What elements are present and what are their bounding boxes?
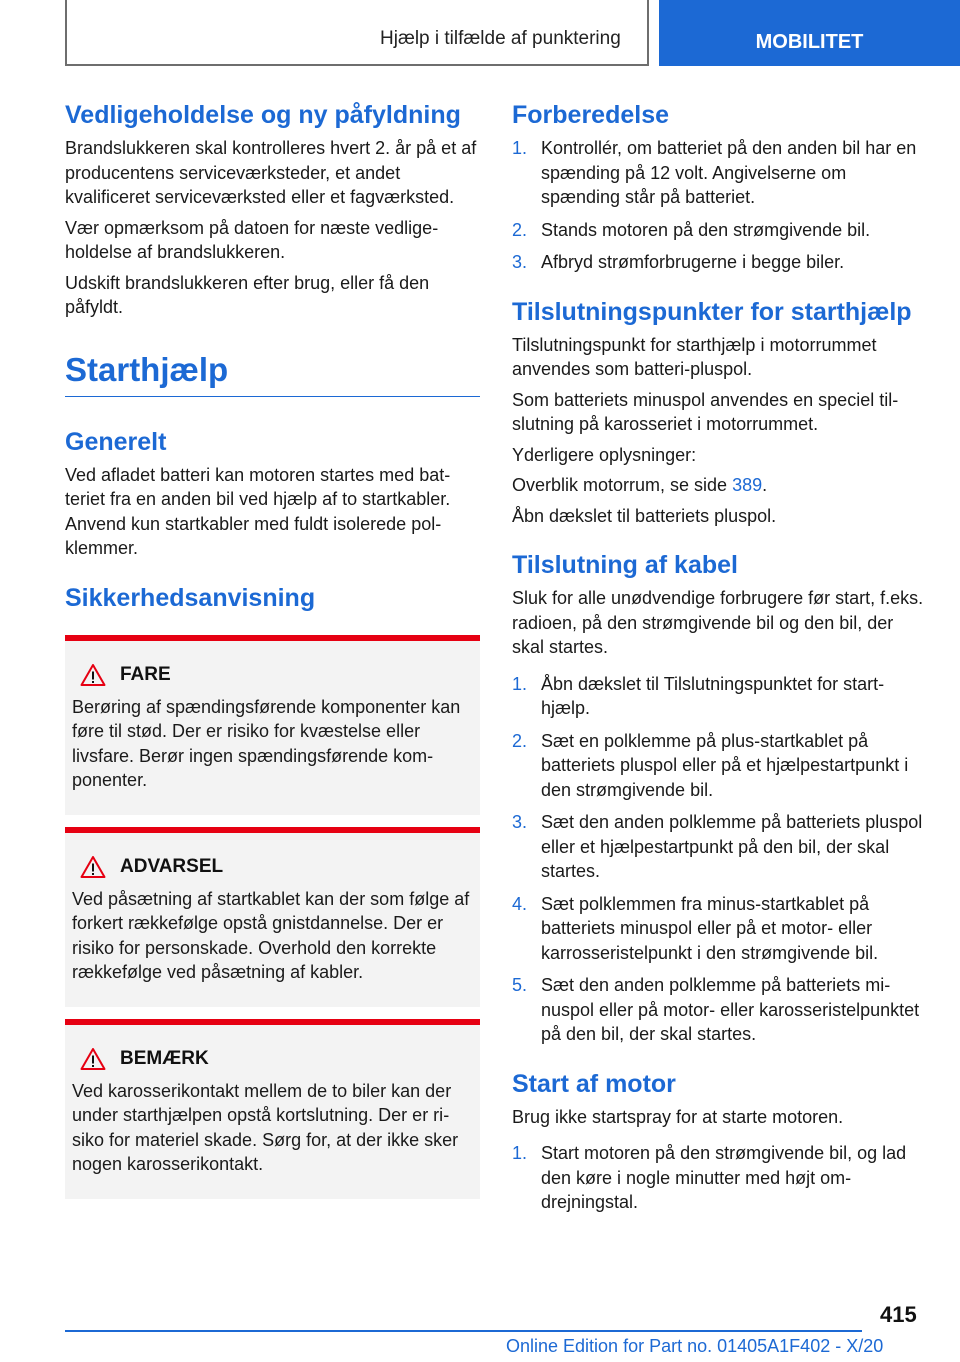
step-number: 5. bbox=[512, 975, 528, 995]
text-span: Overblik motorrum, se side bbox=[512, 475, 733, 495]
warning-title: ADVARSEL bbox=[120, 855, 224, 877]
list-item bbox=[512, 892, 927, 966]
step-number: 2. bbox=[512, 219, 528, 240]
footer-edition-text: Online Edition for Part no. 01405A1F402 - X/20 bbox=[506, 1336, 884, 1356]
steps-list-forberedelse bbox=[512, 136, 927, 275]
footer-divider bbox=[65, 1330, 862, 1332]
step-number: 1. bbox=[512, 673, 528, 694]
section-heading-start-af-motor: Start af motor bbox=[512, 1069, 676, 1098]
step-text: Afbryd strømforbrugerne i begge biler. bbox=[541, 252, 845, 272]
list-item bbox=[512, 810, 927, 884]
steps-list-kabel bbox=[512, 672, 927, 1047]
step-text: Stands motoren på den strømgivende bil. bbox=[541, 219, 871, 240]
section-heading-generelt: Generelt bbox=[65, 427, 167, 456]
paragraph: Brandslukkeren skal kontrolleres hvert 2. år på et af producentens serviceværksteder, et andet kvalificeret serviceværksted eller et fagværksted. bbox=[65, 138, 477, 207]
section-heading-forberedelse: Forberedelse bbox=[512, 101, 670, 129]
warning-triangle-icon bbox=[80, 1047, 106, 1071]
chapter-heading-starthjaelp: Starthjælp bbox=[65, 350, 480, 397]
paragraph: Udskift brandslukkeren efter brug, eller få den påfyldt. bbox=[65, 272, 430, 317]
paragraph: Åbn dækslet til batteriets pluspol. bbox=[512, 505, 777, 526]
list-item bbox=[512, 672, 927, 721]
step-text: Kontrollér, om batteriet på den anden bil har en spænding på 12 volt. Angivelserne om spænding står på batteriet. bbox=[541, 138, 917, 207]
header-section-tab[interactable]: MOBILITET bbox=[659, 0, 960, 66]
step-text: Sæt den anden polklemme på batteriets minuspol eller på motor- eller karosseristelpunktet på den bil, der skal startes. bbox=[541, 975, 920, 1044]
warning-header bbox=[72, 1047, 472, 1071]
list-item bbox=[512, 1141, 927, 1215]
list-item bbox=[512, 729, 927, 803]
paragraph: Brug ikke startspray for at starte motoren. bbox=[512, 1106, 844, 1127]
paragraph: Yderligere oplysninger: bbox=[512, 444, 697, 465]
section-heading-tilslutningspunkter: Tilslutningspunkter for starthjælp bbox=[512, 297, 912, 326]
step-text: Åbn dækslet til Tilslutningspunktet for starthjælp. bbox=[541, 673, 885, 718]
section-heading-tilslutning-af-kabel: Tilslutning af kabel bbox=[512, 551, 738, 579]
steps-list-start bbox=[512, 1141, 927, 1215]
paragraph: Ved afladet batteri kan motoren startes med batteriet fra en anden bil ved hjælp af to startkabler. Anvend kun startkabler med fuldt isolerede polklemmer. bbox=[65, 464, 451, 558]
warning-text: Berøring af spændingsførende komponenter kan føre til stød. Der er risiko for kvæstelse eller livsfare. Berør ingen spændingsførende komponenter. bbox=[72, 696, 461, 790]
step-number: 4. bbox=[512, 893, 528, 914]
warning-header bbox=[72, 855, 472, 879]
text-span: . bbox=[762, 475, 768, 495]
step-text: Start motoren på den strømgivende bil, og lad den køre i nogle minutter med højt omdrejningstal. bbox=[541, 1143, 907, 1212]
paragraph: Som batteriets minuspol anvendes en speciel tilslutning på karosseriet i motorrummet. bbox=[512, 389, 899, 434]
list-item bbox=[512, 136, 927, 210]
left-column bbox=[65, 100, 480, 1199]
warning-title: FARE bbox=[120, 663, 171, 685]
page-number: 415 bbox=[880, 1302, 917, 1327]
warning-title: BEMÆRK bbox=[120, 1047, 209, 1069]
warning-text: Ved påsætning af startkablet kan der som følge af forkert rækkefølge opstå gnistdannelse. Der er risiko for personskade. Overhold den korrekte rækkefølge ved påsætning af kabler. bbox=[72, 888, 470, 982]
step-text: Sæt en polklemme på plus-startkablet på batteriets pluspol eller på et hjælpestartpunkt i den strømgivende bil. bbox=[541, 730, 909, 800]
step-number: 1. bbox=[512, 1143, 528, 1163]
paragraph: Tilslutningspunkt for starthjælp i motorrummet anvendes som batteri-pluspol. bbox=[512, 334, 877, 379]
warning-box-bemaerk bbox=[65, 1019, 480, 1199]
step-text: Sæt den anden polklemme på batteriets pluspol eller et hjælpestartpunkt på den bil, der skal startes. bbox=[541, 812, 923, 881]
step-text: Sæt polklemmen fra minus-startkablet på batteriets minuspol eller på et motor- eller karrosseristelpunkt i den strømgivende bil. bbox=[541, 893, 879, 963]
warning-box-fare bbox=[65, 635, 480, 815]
section-heading-sikkerhedsanvisning: Sikkerhedsanvisning bbox=[65, 583, 316, 612]
section-heading-vedligeholdelse: Vedligeholdelse og ny påfyldning bbox=[65, 101, 461, 129]
right-column bbox=[512, 100, 927, 1223]
page-reference-link[interactable]: 389 bbox=[732, 475, 763, 495]
paragraph: Sluk for alle unødvendige forbrugere før start, f.eks. radioen, på den strømgivende bil og den bil, der skal startes. bbox=[512, 588, 924, 657]
list-item bbox=[512, 218, 927, 243]
header-title: Hjælp i tilfælde af punktering bbox=[380, 28, 621, 49]
warning-text: Ved karosserikontakt mellem de to biler kan der under starthjælpen opstå kortslutning. Der er risiko for materiel skade. Sørg for, at der ikke sker nogen karosserikontakt. bbox=[72, 1080, 459, 1174]
paragraph-with-link bbox=[512, 473, 927, 498]
warning-header bbox=[72, 663, 472, 687]
step-number: 1. bbox=[512, 138, 528, 158]
list-item bbox=[512, 973, 927, 1047]
step-number: 3. bbox=[512, 812, 528, 832]
warning-triangle-icon bbox=[80, 663, 106, 687]
paragraph: Vær opmærksom på datoen for næste vedligeholdelse af brandslukkeren. bbox=[65, 217, 439, 262]
warning-triangle-icon bbox=[80, 855, 106, 879]
list-item bbox=[512, 250, 927, 275]
warning-box-advarsel bbox=[65, 827, 480, 1007]
step-number: 2. bbox=[512, 730, 528, 751]
step-number: 3. bbox=[512, 252, 528, 272]
